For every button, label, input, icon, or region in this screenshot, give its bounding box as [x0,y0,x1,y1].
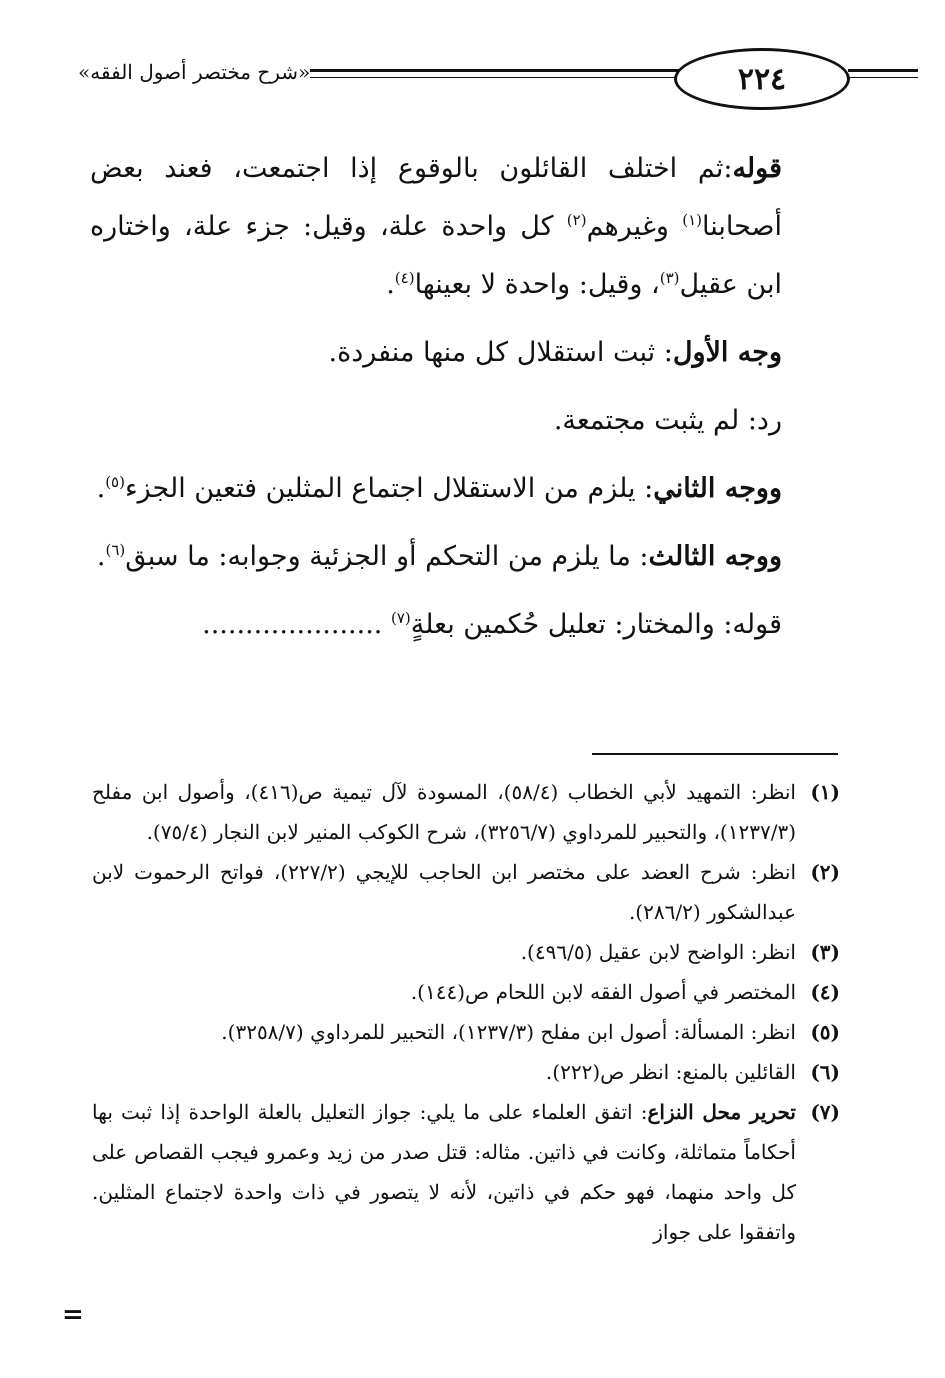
footnote-ref[interactable]: (٤) [394,269,415,287]
paragraph-label: ووجه الثاني [653,473,782,504]
page-number: ٢٢٤ [737,61,787,97]
footnote-text: انظر: التمهيد لأبي الخطاب (٥٨/٤)، المسودة لآل تيمية ص(٤١٦)، وأصول ابن مفلح (١٢٣٧/٣)، والتحبير للمرداوي (٣٢٥٦/٧)، شرح الكوكب المنير لابن النجار (٧٥/٤). [92,780,796,844]
footnotes [92,772,840,1252]
footnote-text: : اتفق العلماء على ما يلي: جواز التعليل بالعلة الواحدة إذا ثبت بها أحكاماً متماثلة، وكانت في ذاتين. مثاله: قتل صدر من زيد وعمرو فيجب القصاص على كل واحد منهما، فهو حكم في ذاتين، لأنه لا يتصور في ذات واحدة لاجتماع المثلين. واتفقوا على جواز [92,1100,796,1244]
page-number-oval [674,48,850,110]
paragraph-text: وغيرهم [586,211,683,242]
paragraph-2 [90,324,840,382]
footnote-number: (٢) [810,860,840,884]
paragraph-4 [90,460,840,518]
dotted-leader: ..................... [202,609,391,640]
footnote-2 [92,852,840,932]
paragraph-text: . [96,473,106,504]
page-header [78,36,840,116]
paragraph-text: رد: لم يثبت مجتمعة. [553,405,782,436]
main-text [90,140,840,664]
footnote-text: انظر: الواضح لابن عقيل (٤٩٦/٥). [520,940,796,964]
paragraph-text: : يلزم من الاستقلال اجتماع المثلين فتعين الجزء [124,473,654,504]
footnote-4 [92,972,840,1012]
footnote-text: انظر: المسألة: أصول ابن مفلح (١٢٣٧/٣)، التحبير للمرداوي (٣٢٥٨/٧). [221,1020,796,1044]
paragraph-label: ووجه الثالث [648,541,782,572]
footnote-number: (١) [810,780,840,804]
paragraph-label: وجه الأول [672,337,782,368]
footnote-5 [92,1012,840,1052]
footnote-3 [92,932,840,972]
footnote-separator [592,753,838,755]
footnote-ref[interactable]: (٢) [566,211,587,229]
footnote-text: القائلين بالمنع: انظر ص(٢٢٢). [545,1060,796,1084]
paragraph-1 [90,140,840,314]
paragraph-text: : ما يلزم من التحكم أو الجزئية وجوابه: ما سبق [125,541,649,572]
paragraph-5 [90,528,840,586]
footnote-ref[interactable]: (٣) [659,269,680,287]
footnote-ref[interactable]: (٥) [105,473,125,491]
paragraph-text: ، وقيل: واحدة لا بعينها [414,269,660,300]
footnote-7 [92,1092,840,1252]
paragraph-label: قوله [732,153,782,184]
footnote-number: (٣) [810,940,840,964]
continuation-mark: = [62,1300,84,1330]
footnote-1 [92,772,840,852]
footnote-ref[interactable]: (٧) [390,609,411,627]
footnote-number: (٥) [810,1020,840,1044]
footnote-label: تحرير محل النزاع [647,1100,796,1124]
paragraph-text: قوله: والمختار: تعليل حُكمين بعلةٍ [410,609,782,640]
paragraph-3 [90,392,840,450]
footnote-6 [92,1052,840,1092]
header-rule-right [848,69,918,78]
paragraph-text: :ثم اختلف القائلون بالوقوع إذا اجتمعت، فعند بعض أصحابنا [90,153,782,242]
footnote-ref[interactable]: (٦) [105,541,126,559]
paragraph-text: . [386,269,395,300]
footnote-ref[interactable]: (١) [682,211,703,229]
footnote-text: انظر: شرح العضد على مختصر ابن الحاجب للإيجي (٢٢٧/٢)، فواتح الرحموت لابن عبدالشكور (٢٨٦/٢). [92,860,797,924]
footnote-number: (٧) [810,1100,840,1124]
paragraph-6 [90,596,840,654]
paragraph-text: كل واحدة علة، وقيل: جزء علة، واختاره ابن عقيل [90,211,782,300]
paragraph-text: : ثبت استقلال كل منها منفردة. [328,337,673,368]
paragraph-text: . [96,541,106,572]
footnote-text: المختصر في أصول الفقه لابن اللحام ص(١٤٤). [410,980,796,1004]
footnote-number: (٦) [810,1060,840,1084]
running-title: «شرح مختصر أصول الفقه» [78,60,311,84]
footnote-number: (٤) [810,980,840,1004]
